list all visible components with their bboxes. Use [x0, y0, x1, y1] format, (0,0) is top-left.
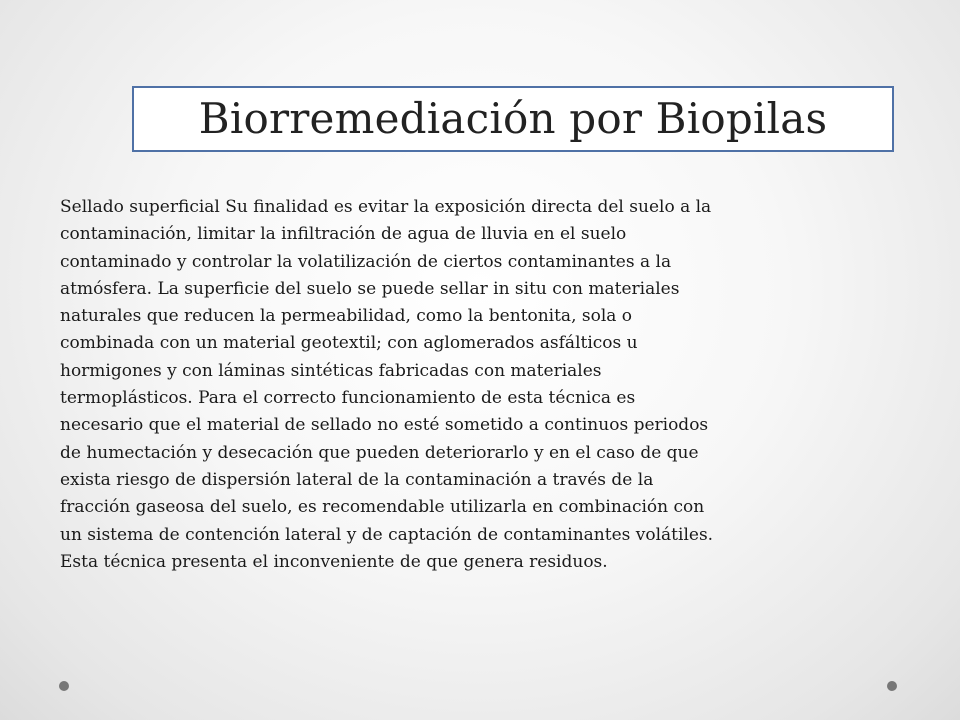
decorative-dot-left	[59, 681, 69, 691]
slide-title: Biorremediación por Biopilas	[198, 94, 828, 143]
body-line: contaminado y controlar la volatilización de ciertos contaminantes a la	[60, 251, 672, 272]
body-line: necesario que el material de sellado no esté sometido a continuos periodos	[60, 415, 709, 436]
body-line: hormigones y con láminas sintéticas fabricadas con materiales	[60, 360, 602, 381]
body-line: Esta técnica presenta el inconveniente de que genera residuos.	[60, 551, 608, 572]
decorative-dot-right	[887, 681, 897, 691]
body-line: atmósfera. La superficie del suelo se puede sellar in situ con materiales	[60, 278, 680, 299]
body-line: un sistema de contención lateral y de captación de contaminantes volátiles.	[60, 524, 714, 545]
body-line: termoplásticos. Para el correcto funcionamiento de esta técnica es	[60, 388, 636, 409]
body-line: combinada con un material geotextil; con aglomerados asfálticos u	[60, 333, 638, 354]
body-line: de humectación y desecación que pueden deteriorarlo y en el caso de que	[60, 442, 699, 463]
body-line: contaminación, limitar la infiltración de agua de lluvia en el suelo	[60, 224, 627, 245]
body-line: naturales que reducen la permeabilidad, como la bentonita, sola o	[60, 306, 633, 327]
body-line: fracción gaseosa del suelo, es recomendable utilizarla en combinación con	[60, 497, 705, 518]
body-line: Sellado superficial Su finalidad es evitar la exposición directa del suelo a la	[60, 197, 712, 217]
body-line: exista riesgo de dispersión lateral de la contaminación a través de la	[60, 469, 654, 490]
body-text	[60, 194, 860, 576]
title-box	[132, 86, 894, 152]
